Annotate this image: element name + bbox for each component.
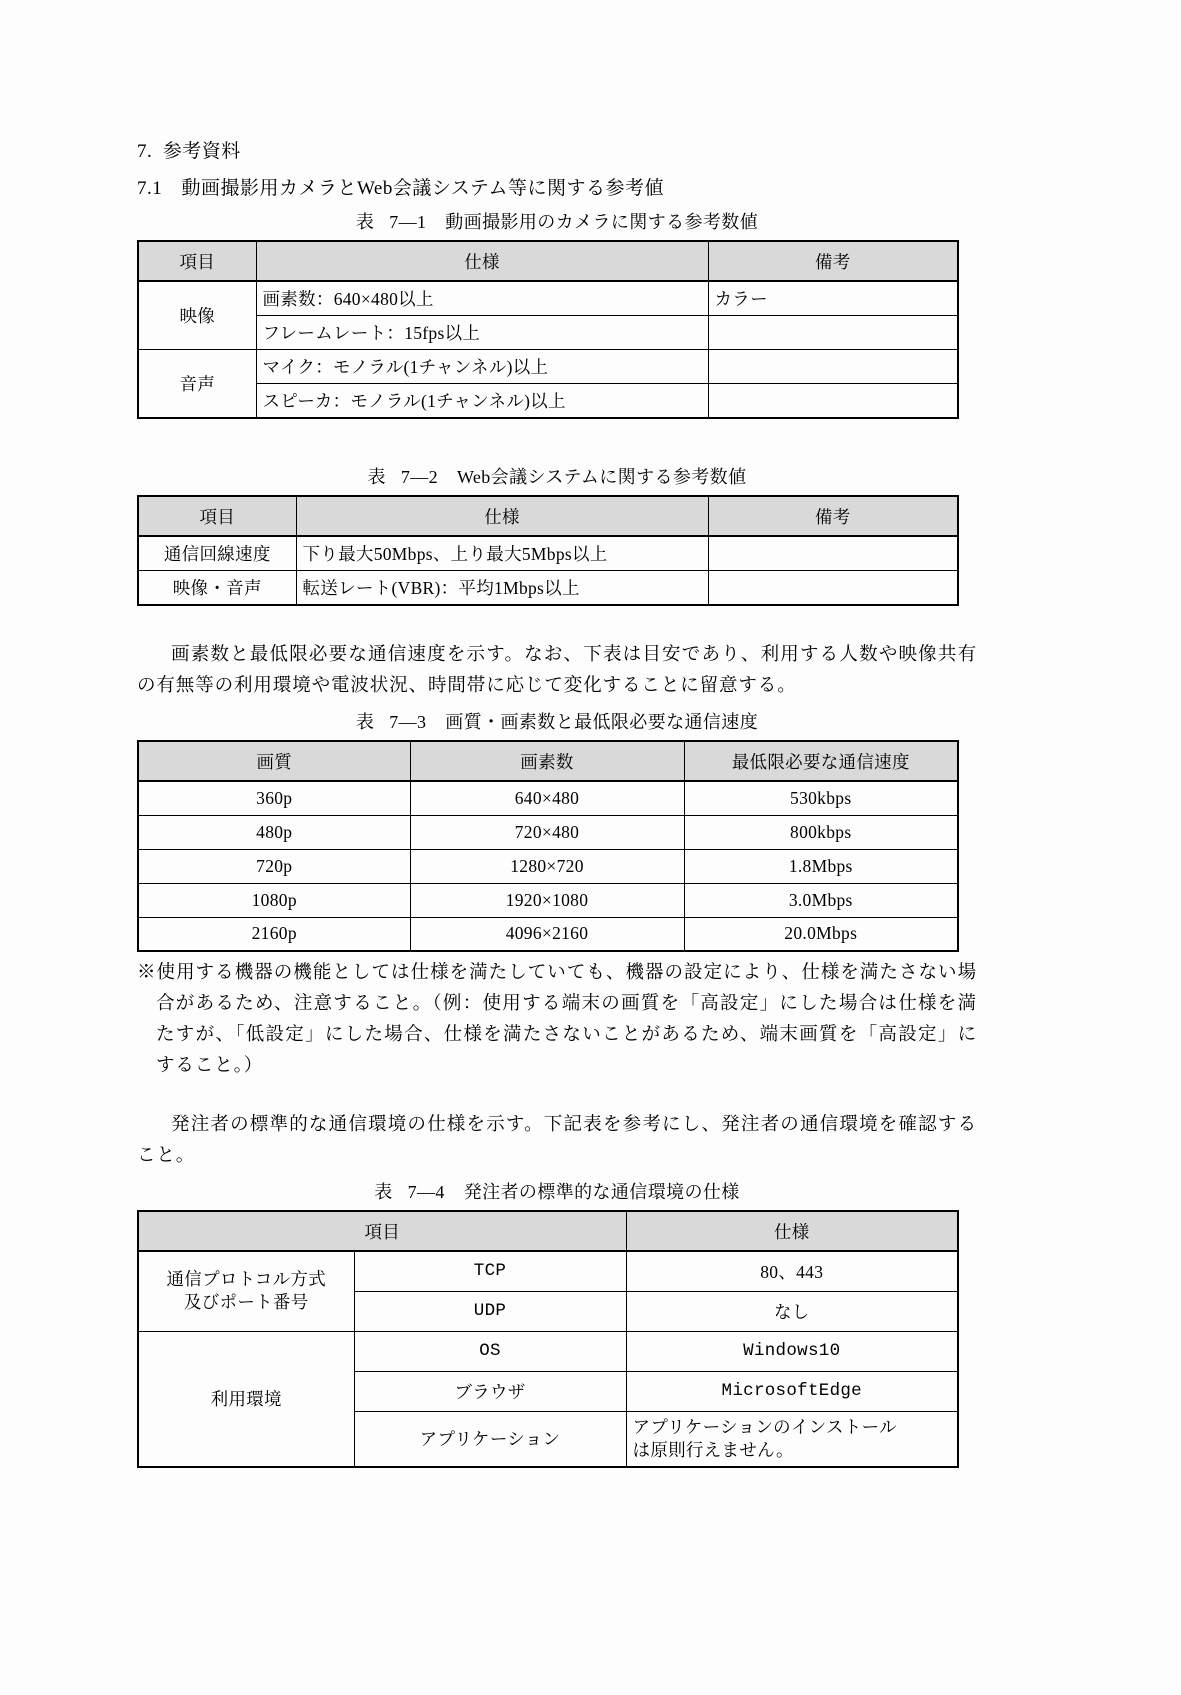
table3-bandwidth-1: 800kbps — [684, 815, 958, 849]
table2-header-row — [138, 496, 958, 536]
note-device-settings: ※使用する機器の機能としては仕様を満たしていても、機器の設定により、仕様を満たさない場合があるため、注意すること。（例：使用する端末の画質を「高設定」にした場合は仕様を満たすが、「低設定」にした場合、仕様を満たさないことがあるため、端末画質を「高設定」にすること。） — [137, 963, 977, 1076]
table-row — [138, 815, 958, 849]
table1-item-audio: 音声 — [138, 350, 256, 419]
table1-note-video-2 — [708, 316, 958, 350]
table1-spec-audio-2: スピーカ：モノラル(1チャンネル)以上 — [256, 384, 708, 419]
table-camera-reference — [137, 240, 959, 419]
table-quality-bandwidth — [137, 740, 959, 952]
table3-caption-title: 画質・画素数と最低限必要な通信速度 — [445, 712, 759, 732]
table2-spec-linespeed: 下り最大50Mbps、上り最大5Mbps以上 — [296, 536, 708, 571]
table4-group-protocol — [138, 1251, 354, 1331]
table2-item-linespeed: 通信回線速度 — [138, 536, 296, 571]
paragraph-pixel-bandwidth: 画素数と最低限必要な通信速度を示す。なお、下表は目安であり、利用する人数や映像共有の有無等の利用環境や電波状況、時間帯に応じて変化することに留意する。 — [137, 645, 977, 696]
table1-item-video: 映像 — [138, 281, 256, 350]
table4-spec-tcp: 80、443 — [626, 1251, 958, 1291]
table1-spec-audio-1: マイク：モノラル(1チャンネル)以上 — [256, 350, 708, 384]
table3-quality-4: 2160p — [138, 917, 410, 951]
table-row — [138, 536, 958, 571]
spacer — [137, 1082, 977, 1110]
table-row — [138, 384, 958, 419]
table1-caption-number: 7―1 — [389, 212, 427, 232]
table-client-network-environment — [137, 1210, 959, 1468]
table2-spec-av: 転送レート(VBR)：平均1Mbps以上 — [296, 571, 708, 606]
table1-header-note: 備考 — [708, 241, 958, 281]
table4-spec-browser: MicrosoftEdge — [626, 1371, 958, 1411]
table4-sub-application: アプリケーション — [354, 1411, 626, 1467]
table3-caption-label: 表 — [355, 712, 375, 732]
table4-sub-udp: UDP — [354, 1291, 626, 1331]
table-row — [138, 1331, 958, 1371]
table3-header-pixels: 画素数 — [410, 741, 684, 781]
table4-caption-label: 表 — [374, 1182, 393, 1202]
table4-sub-browser: ブラウザ — [354, 1371, 626, 1411]
page-content — [137, 136, 977, 1468]
table3-caption-number: 7―3 — [389, 712, 427, 732]
table3-bandwidth-4: 20.0Mbps — [684, 917, 958, 951]
table4-sub-tcp: TCP — [354, 1251, 626, 1291]
table1-spec-video-2: フレームレート：15fps以上 — [256, 316, 708, 350]
section-heading — [137, 136, 977, 163]
table4-sub-os: OS — [354, 1331, 626, 1371]
table1-note-audio-2 — [708, 384, 958, 419]
table4-spec-application-line1: アプリケーションのインストール — [632, 1416, 897, 1437]
table-row — [138, 316, 958, 350]
table-row — [138, 917, 958, 951]
table1-caption-title: 動画撮影用のカメラに関する参考数値 — [445, 212, 759, 232]
table1-note-audio-1 — [708, 350, 958, 384]
table1-header-item: 項目 — [138, 241, 256, 281]
table2-header-item: 項目 — [138, 496, 296, 536]
table4-spec-application-line2: は原則行えません。 — [632, 1439, 794, 1460]
table4-header-row — [138, 1211, 958, 1251]
table4-caption-title: 発注者の標準的な通信環境の仕様 — [463, 1182, 740, 1202]
subsection-number: 7.1 — [137, 178, 163, 199]
table4-caption-number: 7―4 — [407, 1182, 445, 1202]
table4-group-protocol-line2: 及びポート番号 — [183, 1292, 309, 1313]
table4-group-protocol-line1: 通信プロトコル方式 — [166, 1269, 326, 1290]
table1-header-row — [138, 241, 958, 281]
table-row — [138, 781, 958, 815]
table4-spec-os: Windows10 — [626, 1331, 958, 1371]
paragraph-client-environment: 発注者の標準的な通信環境の仕様を示す。下記表を参考にし、発注者の通信環境を確認すること。 — [137, 1115, 977, 1166]
table2-caption-number: 7―2 — [400, 467, 439, 487]
table3-pixels-0: 640×480 — [410, 781, 684, 815]
table2-note-linespeed — [708, 536, 958, 571]
table3-header-quality: 画質 — [138, 741, 410, 781]
table4-header-spec: 仕様 — [626, 1211, 958, 1251]
table2-header-spec: 仕様 — [296, 496, 708, 536]
table4-group-environment: 利用環境 — [138, 1331, 354, 1467]
table3-quality-1: 480p — [138, 815, 410, 849]
section-title: 参考資料 — [162, 141, 241, 162]
table-row — [138, 1251, 958, 1291]
table1-header-spec: 仕様 — [256, 241, 708, 281]
table2-item-av: 映像・音声 — [138, 571, 296, 606]
table2-caption-title: Web会議システムに関する参考数値 — [456, 467, 747, 487]
table3-quality-2: 720p — [138, 849, 410, 883]
spacer — [137, 606, 977, 640]
table3-pixels-1: 720×480 — [410, 815, 684, 849]
table3-caption — [137, 708, 977, 734]
table2-note-av — [708, 571, 958, 606]
table-row — [138, 281, 958, 316]
table3-bandwidth-2: 1.8Mbps — [684, 849, 958, 883]
table1-note-video-1: カラー — [708, 281, 958, 316]
table3-quality-0: 360p — [138, 781, 410, 815]
table4-caption — [137, 1178, 977, 1204]
table-row — [138, 350, 958, 384]
table1-caption-label: 表 — [355, 212, 375, 232]
table1-caption — [137, 208, 977, 234]
table-row — [138, 883, 958, 917]
table4-spec-application — [626, 1411, 958, 1467]
table1-spec-video-1: 画素数：640×480以上 — [256, 281, 708, 316]
table-row — [138, 849, 958, 883]
table3-pixels-4: 4096×2160 — [410, 917, 684, 951]
table3-header-row — [138, 741, 958, 781]
table2-caption-label: 表 — [367, 467, 386, 487]
table4-header-item: 項目 — [138, 1211, 626, 1251]
table2-header-note: 備考 — [708, 496, 958, 536]
table3-pixels-3: 1920×1080 — [410, 883, 684, 917]
table3-quality-3: 1080p — [138, 883, 410, 917]
subsection-heading — [137, 173, 977, 200]
table4-spec-udp: なし — [626, 1291, 958, 1331]
table3-pixels-2: 1280×720 — [410, 849, 684, 883]
table2-caption — [137, 463, 977, 489]
table-row — [138, 571, 958, 606]
table3-bandwidth-3: 3.0Mbps — [684, 883, 958, 917]
table3-bandwidth-0: 530kbps — [684, 781, 958, 815]
table3-header-bandwidth: 最低限必要な通信速度 — [684, 741, 958, 781]
section-number: 7. — [137, 141, 153, 162]
table-web-conference-reference — [137, 495, 959, 606]
spacer — [137, 419, 977, 463]
subsection-title: 動画撮影用カメラとWeb会議システム等に関する参考値 — [181, 178, 664, 199]
